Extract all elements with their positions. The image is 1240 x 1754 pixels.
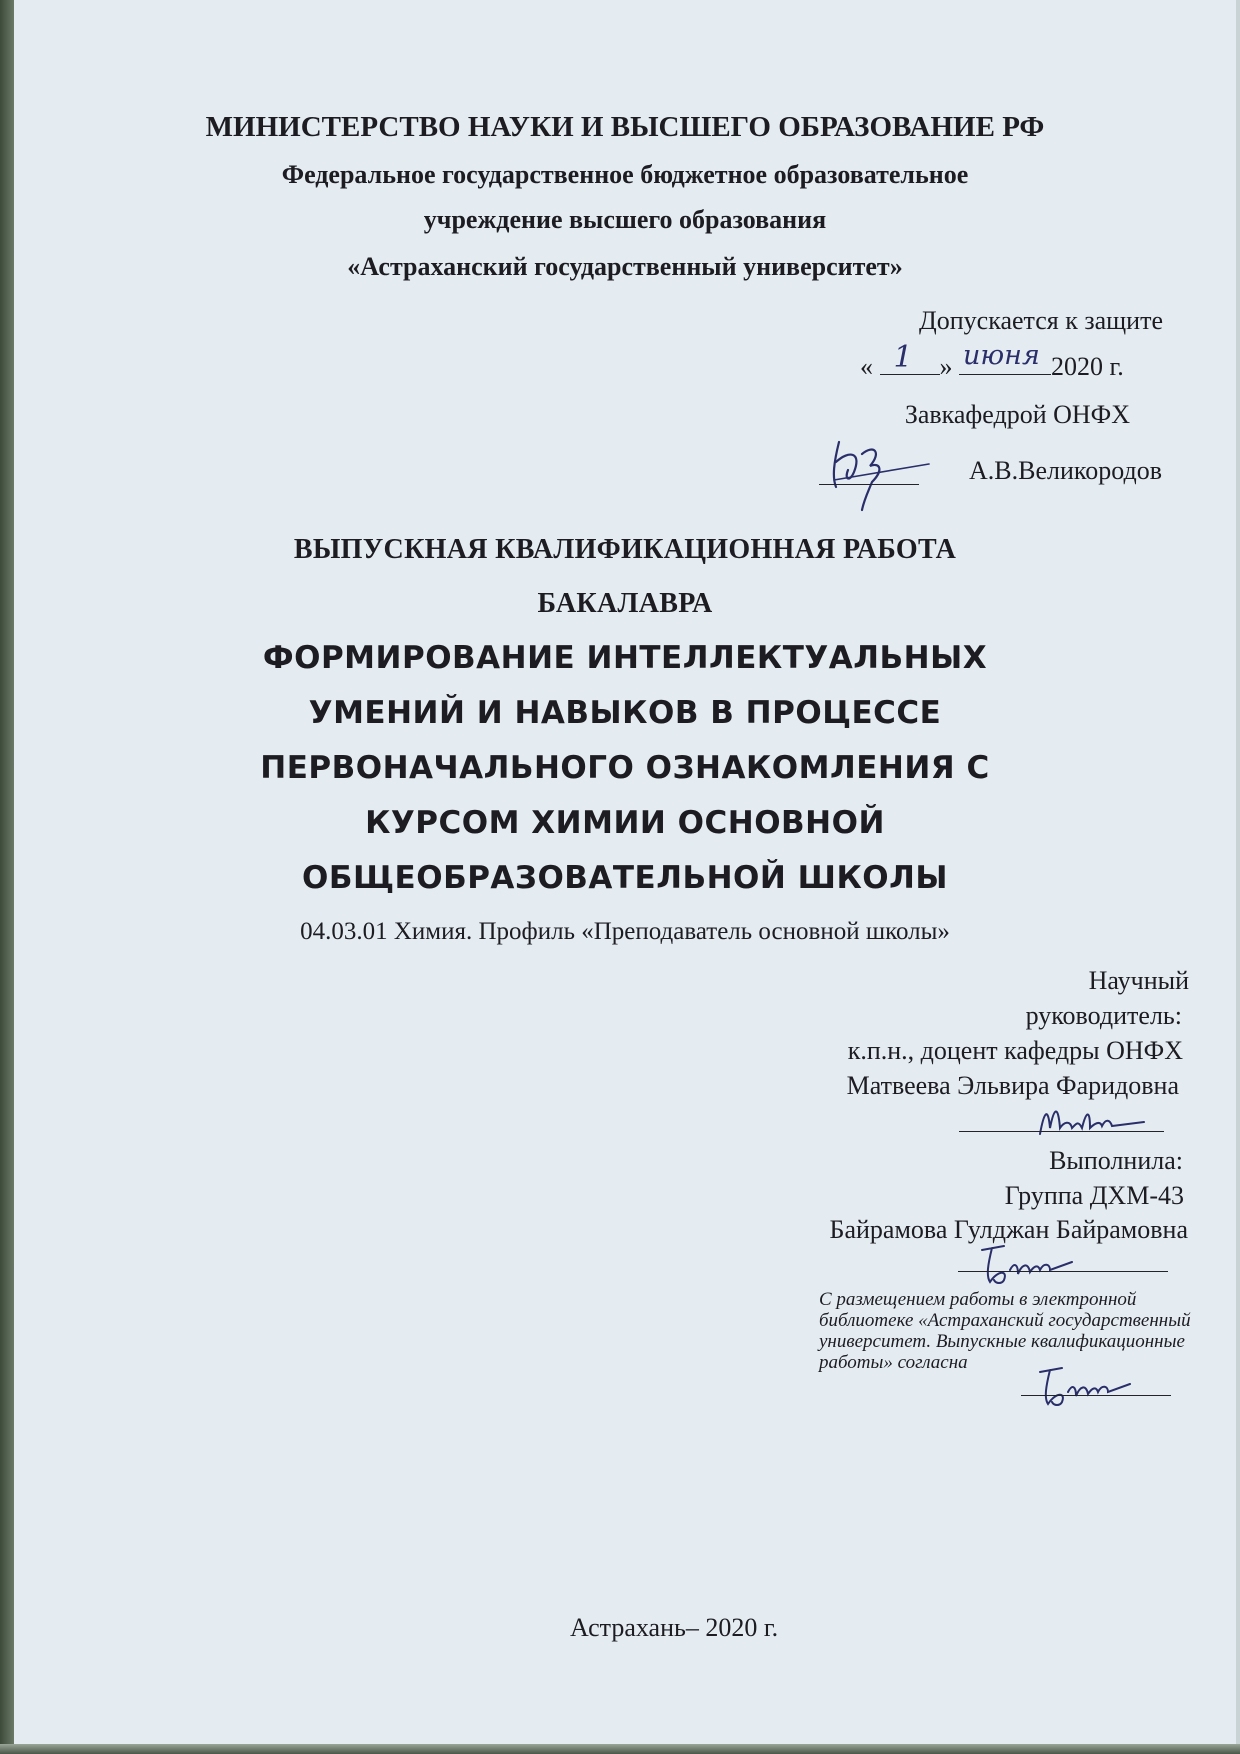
work-type-line-2: БАКАЛАВРА — [537, 588, 713, 619]
approval-date — [860, 340, 1124, 382]
supervisor-position: к.п.н., доцент кафедры ОНФХ — [847, 1036, 1183, 1065]
topic-line-4: КУРСОМ ХИМИИ ОСНОВНОЙ — [365, 805, 885, 841]
topic-line-3: ПЕРВОНАЧАЛЬНОГО ОЗНАКОМЛЕНИЯ С — [260, 750, 990, 786]
supervisor-name: Матвеева Эльвира Фаридовна — [846, 1071, 1179, 1100]
supervisor-label-line-2: руководитель: — [1025, 1001, 1182, 1030]
head-name: А.В.Великородов — [969, 456, 1162, 485]
scan-edge-right — [1236, 0, 1240, 1754]
date-month-handwritten: июня — [963, 340, 1040, 371]
date-day-handwritten: 1 — [893, 340, 913, 375]
signature-supervisor-icon — [1034, 1098, 1164, 1148]
supervisor-signature-line — [959, 1131, 1164, 1132]
head-signature-line — [819, 484, 919, 485]
signature-consent-icon — [1034, 1364, 1174, 1414]
student-group: Группа ДХМ-43 — [1004, 1181, 1184, 1210]
title-page — [14, 0, 1236, 1744]
scan-edge-bottom — [0, 1744, 1240, 1754]
consent-signature-line — [1021, 1395, 1171, 1396]
topic-line-1: ФОРМИРОВАНИЕ ИНТЕЛЛЕКТУАЛЬНЫХ — [262, 640, 988, 676]
institution-line-1: Федеральное государственное бюджетное образовательное — [281, 160, 969, 189]
date-month-field — [959, 340, 1051, 375]
ministry-heading: МИНИСТЕРСТВО НАУКИ И ВЫСШЕГО ОБРАЗОВАНИЕ РФ — [205, 111, 1045, 143]
date-open-quote: « — [860, 352, 873, 381]
university-name: «Астраханский государственный университет» — [347, 252, 903, 281]
specialty: 04.03.01 Химия. Профиль «Преподаватель основной школы» — [300, 918, 950, 945]
student-label: Выполнила: — [1049, 1146, 1183, 1175]
student-name: Байрамова Гулджан Байрамовна — [829, 1215, 1188, 1244]
signature-student-icon — [974, 1240, 1114, 1290]
admitted-label: Допускается к защите — [919, 306, 1163, 335]
date-day-field — [880, 340, 940, 375]
date-year: 2020 г. — [1051, 352, 1124, 381]
topic-line-2: УМЕНИЙ И НАВЫКОВ В ПРОЦЕССЕ — [308, 695, 942, 731]
institution-line-2: учреждение высшего образования — [423, 205, 827, 234]
topic-line-5: ОБЩЕОБРАЗОВАТЕЛЬНОЙ ШКОЛЫ — [301, 860, 949, 896]
scan-edge-left — [0, 0, 14, 1754]
head-of-department-title: Завкафедрой ОНФХ — [904, 400, 1130, 429]
supervisor-label-line-1: Научный — [1088, 966, 1189, 995]
signature-head-icon — [814, 432, 934, 512]
student-signature-line — [958, 1271, 1168, 1272]
work-type-line-1: ВЫПУСКНАЯ КВАЛИФИКАЦИОННАЯ РАБОТА — [293, 534, 957, 565]
date-close-quote: » — [939, 352, 953, 381]
library-consent-text: С размещением работы в электронной библиотеке «Астраханский государственный университет. Выпускные квалификационные работы» согласна — [819, 1289, 1191, 1373]
city-year: Астрахань– 2020 г. — [570, 1613, 779, 1642]
